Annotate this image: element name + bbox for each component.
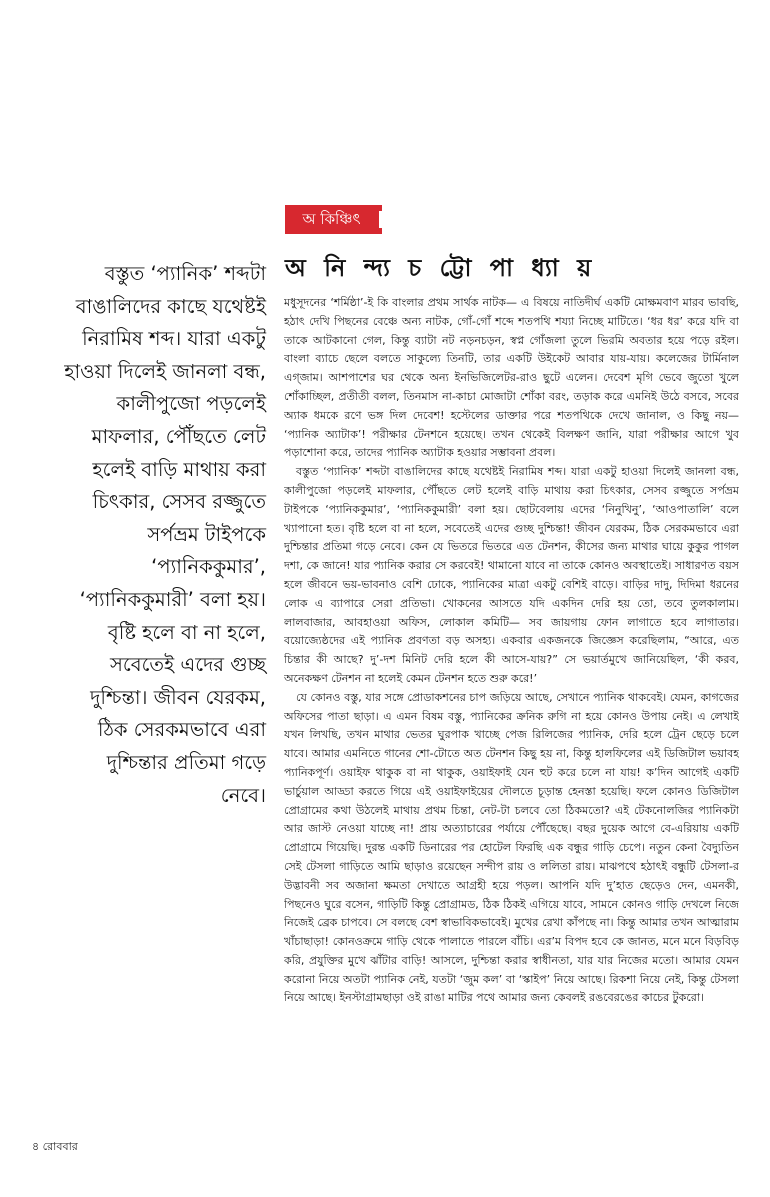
body-paragraph: যে কোনও বস্তু, যার সঙ্গে প্রোডাকশনের চাপ জড়িয়ে আছে, সেখানে প্যানিক থাকবেই। যেমন, কাগজের অফিসের পাতা ছাড়া। এ এমন বিষম বস্তু, প্যানিকের ক্রনিক রুগি না হয়ে কোনও উপায় নেই। এ লেখাই যখন লিখছি, তখন মাথার ভেতর ঘুরপাক খাচ্ছে পেজ রিলিজের প্যানিক, দেরি হলে ট্রেন ছেড়ে চলে যাবে। আমার এমনিতে গানের শো-টোতে অত টেনশন কিছু হয় না, কিন্তু হালফিলের এই ডিজিটাল ভয়াবহ প্যানিকপূর্ণ। ওয়াইফ থাকুক বা না থাকুক, ওয়াইফাই যেন হুট করে চলে না যায়! ক’দিন আগেই একটি ভার্চুয়াল আড্ডা করতে গিয়ে এই ওয়াইফাইয়ের দৌলতে চূড়ান্ত হেনস্তা হয়েছি। ফলে কোনও ডিজিটাল প্রোগ্রামের কথা উঠলেই মাথায় প্রথম চিন্তা, নেট-টা চলবে তো ঠিকমতো? এই টেকনোলজির প্যানিকটা আর জাস্ট নেওয়া যাচ্ছে না! প্রায় অত্যাচারের পর্যায়ে পৌঁছেছে। বছর দুয়েক আগে বে-এরিয়ায় একটি প্রোগ্রামে গিয়েছি। দুরন্ত একটি ডিনারের পর হোটেল ফিরছি এক বন্ধুর গাড়ি চেপে। নতুন কেনা বৈদ্যুতিন সেই টেসলা গাড়িতে আমি ছাড়াও রয়েছেন সন্দীপ রায় ও ললিতা রায়। মাঝপথে হঠাৎই বন্ধুটি টেসলা-র উদ্ভাবনী সব অজানা ক্ষমতা দেখাতে আগ্রহী হয়ে পড়ল। আপনি যদি দু’হাত ছেড়েও দেন, এমনকী, পিছনেও ঘুরে বসেন, গাড়িটি কিন্তু প্রোগ্রামড, ঠিক ঠিকই এগিয়ে যাবে, সামনে কোনও গাড়ি দেখলে নিজে নিজেই ব্রেক চাপবে। সে বলছে বেশ স্বাভাবিকভাবেই। মুখের রেখা কাঁপছে না। কিন্তু আমার তখন আত্মারাম খাঁচাছাড়া! কোনওক্রমে গাড়ি থেকে পালাতে পারলে বাঁচি। এর’ম বিপদ হবে কে জানত, মনে মনে বিড়বিড় করি, প্রযুক্তির মুখে ঝাঁটার বাড়ি! আসলে, দুশ্চিন্তা করার স্বাধীনতা, যার যার নিজের মতো। আমার যেমন করোনা নিয়ে অতটা প্যানিক নেই, যতটা ‘জুম কল’ বা ‘স্কাইপ’ নিয়ে আছে। রিকশা নিয়ে নেই, কিন্তু টেসলা নিয়ে আছে। ইনস্টাগ্রামছাড়া ওই রাঙা মাটির পথে আমার জন্য কেবলই রঙবেরঙের কাচের টুকরো।	[284, 690, 739, 1005]
body-paragraph: বস্তুত ‘প্যানিক’ শব্দটা বাঙালিদের কাছে যথেষ্টই নিরামিষ শব্দ। যারা একটু হাওয়া দিলেই জানলা বন্ধ, কালীপুজো পড়লেই মাফলার, পৌঁছতে লেট হলেই বাড়ি মাথায় করা চিৎকার, সেসব রজ্জুতে সর্পভ্রম টাইপকে ‘প্যানিককুমার’, ‘প্যানিককুমারী’ বলা হয়। ছোটবেলায় এদের ‘নিনুখিনু’, ‘আওপাতালি’ বলে খ্যাপানো হত। বৃষ্টি হলে বা না হলে, সবেতেই এদের গুচ্ছ দুশ্চিন্তা! জীবন যেরকম, ঠিক সেরকমভাবে এরা দুশ্চিন্তার প্রতিমা গড়ে নেবে। কেন যে ভিতরে ভিতরে এত টেনশন, কীসের জন্য মাথার ঘায়ে কুকুর পাগল দশা, কে জানে! যার প্যানিক করার সে করবেই! থামানো যাবে না তাকে কোনও অবস্থাতেই। সাধারণত বয়স হলে জীবনে ভয়-ভাবনাও বেশি ঢোকে, প্যানিকের মাত্রা একটু বেশিই বাড়ে। বাড়ির দাদু, দিদিমা ধরনের লোক এ ব্যাপারে সেরা প্রতিভা। খোকনের আসতে যদি একদিন দেরি হয় তো, তবে তুলকালাম। লালবাজার, আবহাওয়া অফিস, লোকাল কমিটি— সব জায়গায় ফোন লাগাতে হবে লাগাতার। বয়োজ্যেষ্ঠদের এই প্যানিক প্রবণতা বড় অসহ্য। একবার একজনকে জিজ্ঞেস করেছিলাম, “আরে, এত চিন্তার কী আছে? দু’-দশ মিনিট দেরি হলে কী আসে-যায়?” সে ভয়ার্তমুখে জানিয়েছিল, ‘কী করব, অনেকক্ষণ টেনশন না হলেই কেমন টেনশন হতে শুরু করে!’	[284, 465, 739, 685]
article-body	[284, 294, 739, 1124]
author-byline: অ নি ন্দ্য চ ট্টো পা ধ্যা য়	[285, 254, 597, 282]
pull-quote: বস্তুত ‘প্যানিক’ শব্দটা বাঙালিদের কাছে যথেষ্টই নিরামিষ শব্দ। যারা একটু হাওয়া দিলেই জানলা বন্ধ, কালীপুজো পড়লেই মাফলার, পৌঁছতে লেট হলেই বাড়ি মাথায় করা চিৎকার, সেসব রজ্জুতে সর্পভ্রম টাইপকে ‘প্যানিককুমার’, ‘প্যানিককুমারী’ বলা হয়। বৃষ্টি হলে বা না হলে, সবেতেই এদের গুচ্ছ দুশ্চিন্তা। জীবন যেরকম, ঠিক সেরকমভাবে এরা দুশ্চিন্তার প্রতিমা গড়ে নেবে।	[64, 262, 266, 807]
section-tag: অ কিঞ্চিৎ	[285, 205, 382, 234]
body-paragraph: মধুসূদনের ‘শর্মিষ্ঠা’-ই কি বাংলার প্রথম সার্থক নাটক— এ বিষয়ে নাতিদীর্ঘ একটি মোক্ষমবাণ মারব ভাবছি, হঠাৎ দেখি পিছনের বেঞ্চে অন্য নাটক, গোঁ-গোঁ শব্দে শতপথি শয্যা নিচ্ছে মাটিতে। ‘ধর ধর’ করে যদি বা তাকে আটকানো গেল, কিন্তু ব্যাটা নট নড়নচড়ন, স্বপ্ন গোঁজলা তুলে ভিরমি অবতার হয়ে পড়ে রইল। বাংলা ব্যাচে ছেলে বলতে সাকুল্যে তিনটি, তার একটি উইকেট আবার যায়-যায়। কলেজের টার্মিনাল এগ্জাম। আশপাশের ঘর থেকে অন্য ইনভিজিলেটর-রাও ছুটে এলেন। দেবেশ মৃগি ভেবে জুতো খুলে শোঁকাচ্ছিল, প্রতীতী বলল, তিনমাস না-কাচা মোজাটা শোঁকা বরং, তড়াক করে এমনিই উঠে বসবে, সবের অ্যাক ধমকে রণে ভঙ্গ দিল দেবেশ! হস্টেলের ডাক্তার পরে শতপথিকে দেখে জানাল, ও কিছু নয়— ‘প্যানিক অ্যাটাক’! পরীক্ষার টেনশনে হয়েছে। তখন থেকেই বিলক্ষণ জানি, যারা পরীক্ষার আগে খুব পড়াশোনা করে, তাদের প্যানিক অ্যাটাক হওয়ার সম্ভাবনা প্রবল।	[284, 296, 739, 460]
page-footer: ৪ রোববার	[32, 1140, 78, 1153]
